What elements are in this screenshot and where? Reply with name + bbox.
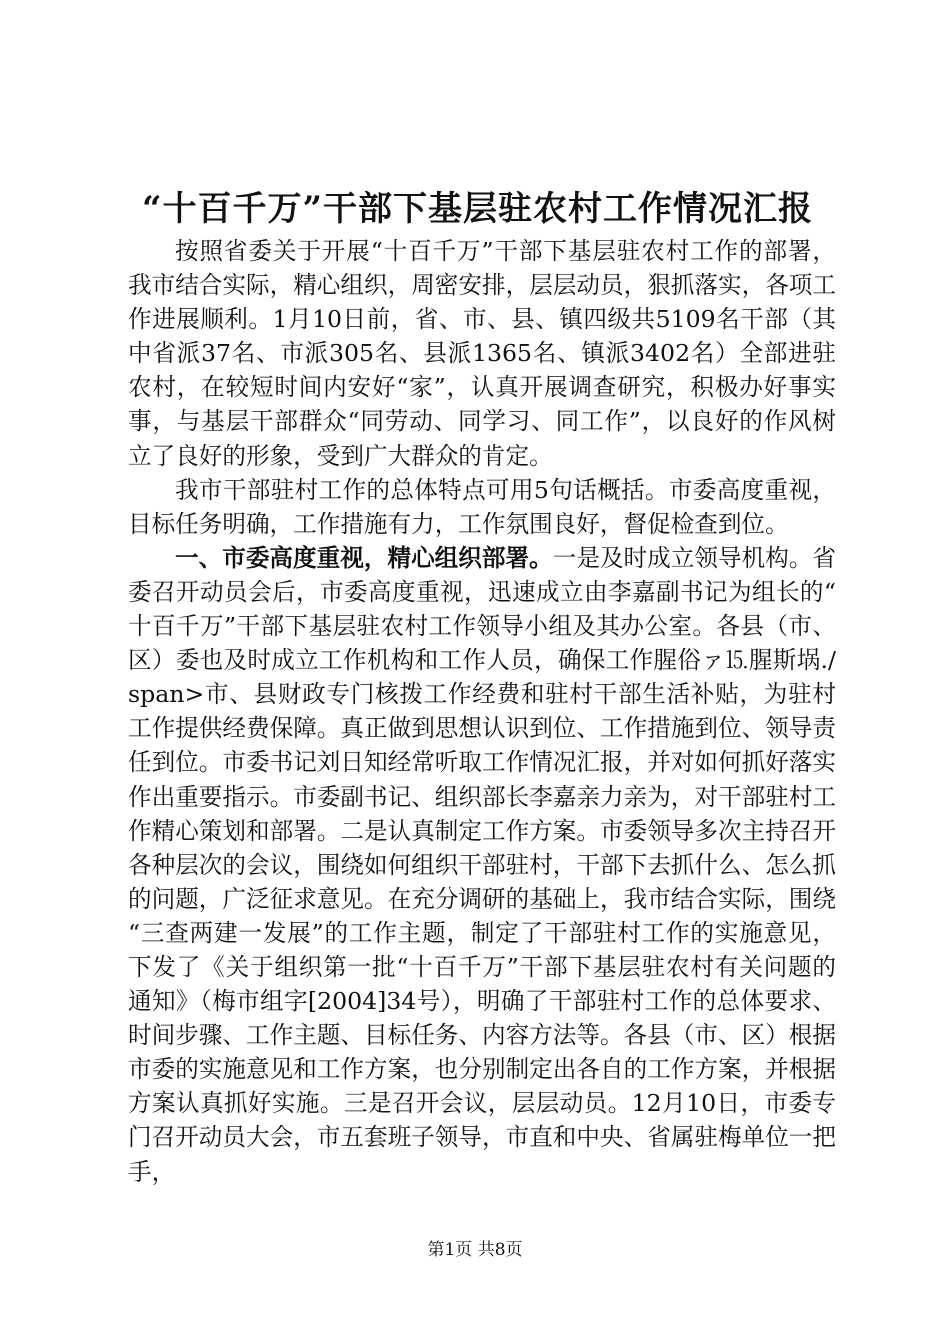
paragraph-1 <box>128 234 836 473</box>
page-footer: 第1页 共8页 <box>427 1240 523 1260</box>
paragraph-text: 我市干部驻村工作的总体特点可用5句话概括。市委高度重视，目标任务明确，工作措施有力，工作氛围良好，督促检查到位。 <box>128 475 836 538</box>
paragraph-text: 按照省委关于开展“十百千万”干部下基层驻农村工作的部署，我市结合实际，精心组织，周密安排，层层动员，狠抓落实，各项工作进展顺利。1月10日前，省、市、县、镇四级共5109名干部（其中省派37名、市派305名、县派1365名、镇派3402名）全部进驻农村，在较短时间内安好“家”，认真开展调查研究，积极办好事实事，与基层干部群众“同劳动、同学习、同工作”，以良好的作风树立了良好的形象，受到广大群众的肯定。 <box>128 237 836 470</box>
paragraph-2 <box>128 473 836 541</box>
document-body <box>128 234 836 1189</box>
section-heading: 一、市委高度重视，精心组织部署。 <box>175 543 553 572</box>
paragraph-3 <box>128 541 836 1189</box>
paragraph-text: 一是及时成立领导机构。省委召开动员会后，市委高度重视，迅速成立由李嘉副书记为组长的“十百千万”干部下基层驻农村工作领导小组及其办公室。各县（市、区）委也及时成立工作机构和工作人员，确保工作腥俗ァ⒖腥斯埚./span>市、县财政专门核拨工作经费和驻村干部生活补贴，为驻村工作提供经费保障。真正做到思想认识到位、工作措施到位、领导责任到位。市委书记刘日知经常听取工作情况汇报，并对如何抓好落实作出重要指示。市委副书记、组织部长李嘉亲力亲为，对干部驻村工作精心策划和部署。二是认真制定工作方案。市委领导多次主持召开各种层次的会议，围绕如何组织干部驻村，干部下去抓什么、怎么抓的问题，广泛征求意见。在充分调研的基础上，我市结合实际，围绕“三查两建一发展”的工作主题，制定了干部驻村工作的实施意见，下发了《关于组织第一批“十百千万”干部下基层驻农村有关问题的通知》（梅市组字[2004]34号），明确了干部驻村工作的总体要求、时间步骤、工作主题、目标任务、内容方法等。各县（市、区）根据市委的实施意见和工作方案，也分别制定出各自的工作方案，并根据方案认真抓好实施。三是召开会议，层层动员。12月10日，市委专门召开动员大会，市五套班子领导，市直和中央、省属驻梅单位一把手， <box>128 543 837 1186</box>
document-title: “十百千万”干部下基层驻农村工作情况汇报 <box>141 189 814 229</box>
